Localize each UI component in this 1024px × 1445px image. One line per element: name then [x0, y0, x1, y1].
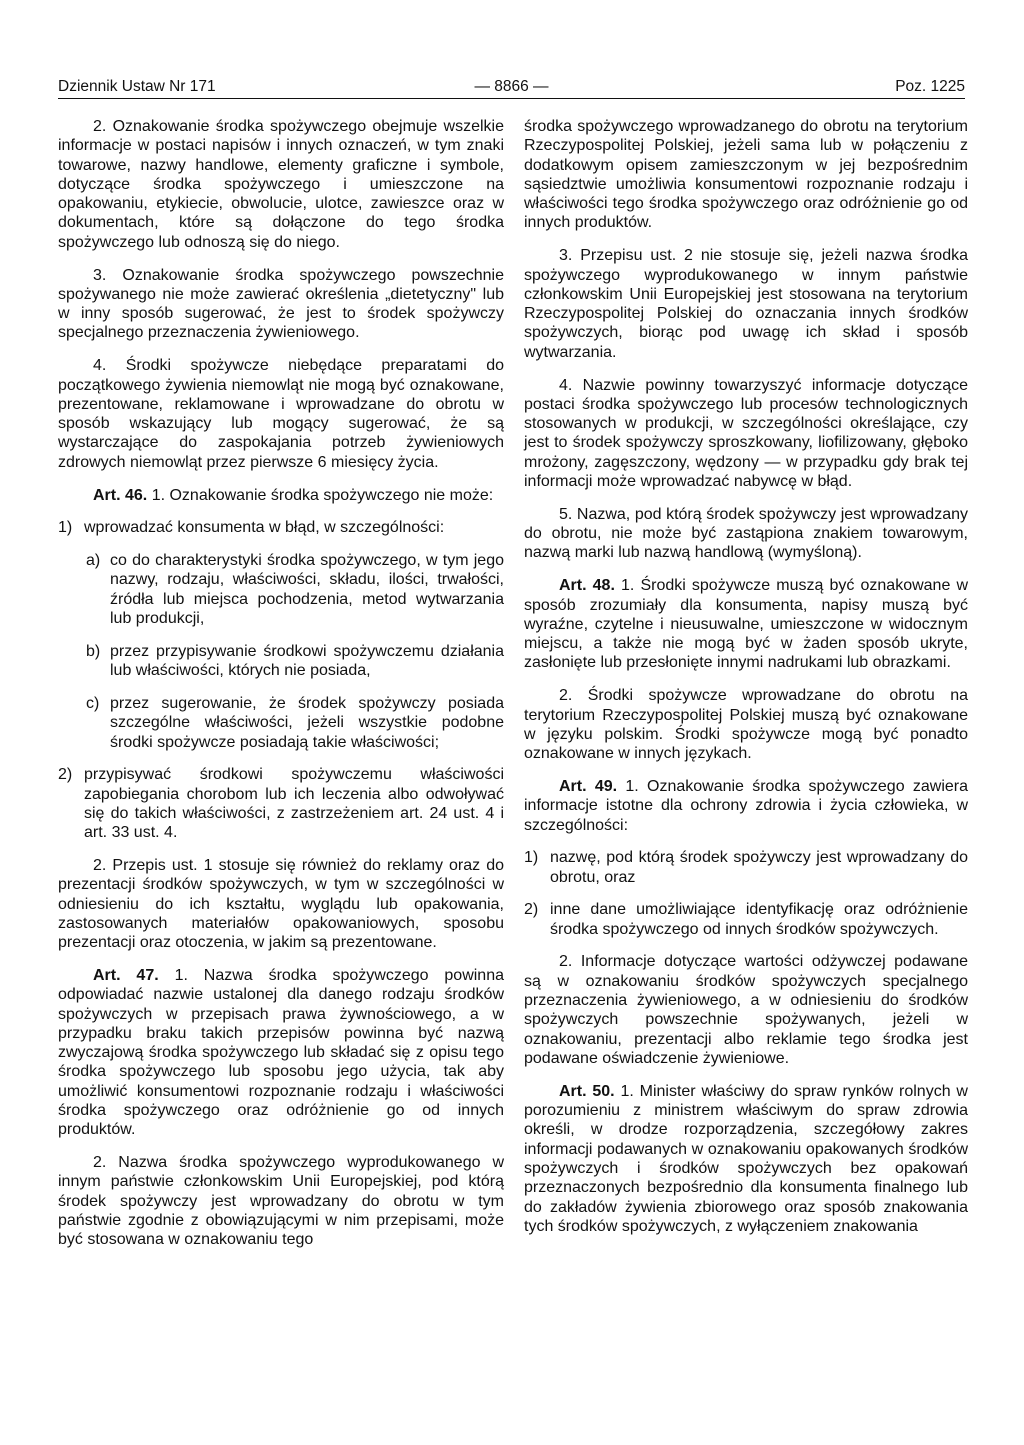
article-label-50: Art. 50. — [559, 1082, 615, 1100]
paragraph-art47-2: 2. Nazwa środka spożywczego wyprodukowanego w innym państwie członkowskim Unii Europejskiej, pod którą środek spożywczy jest wprowadzany do obrotu w tym państwie zgodnie z obowiązującymi w nim przepisami, może być stosowana w oznakowaniu tego — [58, 1154, 504, 1249]
list-item-number: 2) — [58, 766, 73, 784]
paragraph-art46-1 — [58, 486, 504, 505]
paragraph-art46-2: 2. Przepis ust. 1 stosuje się również do reklamy oraz do prezentacji środków spożywczych, w tym w szczególności w odniesieniu do ich kształtu, wyglądu lub opakowania, zastosowanych materiałów opakowaniowych, sposobu prezentacji oraz otoczenia, w jakim są prezentowane. — [58, 857, 504, 952]
sub-list-item-letter: b) — [86, 642, 101, 660]
paragraph-art47-3: 3. Przepisu ust. 2 nie stosuje się, jeżeli nazwa środka spożywczego wyprodukowanego w innym państwie członkowskim Unii Europejskiej jest stosowana na terytorium Rzeczypospolitej Polskiej do oznaczania innych środków spożywczych, biorąc pod uwagę ich skład i sposób wytwarzania. — [524, 247, 968, 361]
list-item — [58, 765, 504, 842]
list-item-text: wprowadzać konsumenta w błąd, w szczególności: — [84, 519, 445, 537]
paragraph-art45-4: 4. Środki spożywcze niebędące preparatami do początkowego żywienia niemowląt nie mogą być oznakowane, prezentowane, reklamowane i wprowadzane do obrotu w sposób wskazujący lub mogący sugerować, że są wystarczające do zaspokajania potrzeb żywieniowych zdrowych niemowląt przez pierwsze 6 miesięcy życia. — [58, 357, 504, 471]
list-item-text: przypisywać środkowi spożywczemu właściwości zapobiegania chorobom lub ich leczenia albo odwoływać się do takich właściwości, z zastrzeżeniem art. 24 ust. 4 i art. 33 ust. 4. — [84, 766, 504, 842]
paragraph-art47-4: 4. Nazwie powinny towarzyszyć informacje dotyczące postaci środka spożywczego lub procesów technologicznych stosowanych w produkcji, w szczególności określające, czy jest to środek spożywczy sproszkowany, liofilizowany, głęboko mrożony, zagęszczony, wędzony — w przypadku gdy brak tej informacji może wprowadzać nabywcę w błąd. — [524, 376, 968, 491]
article-text-48: 1. Środki spożywcze muszą być oznakowane w sposób zrozumiały dla konsumenta, napisy muszą być wyraźne, czytelne i nieusuwalne, umieszczone w widocznym miejscu, a także nie mogą być w żaden sposób ukryte, zasłonięte lub przesłonięte innymi nadrukami lub obrazkami. — [524, 577, 968, 672]
article-text-47: 1. Nazwa środka spożywczego powinna odpowiadać nazwie ustalonej dla danego rodzaju środków spożywczych w przepisach prawa żywnościowego, a w przypadku braku takich przepisów powinna być nazwą zwyczajową środka spożywczego lub składać się z opisu tego środka spożywczego lub sposobu jego użycia, tak aby umożliwić konsumentowi rozpoznanie rodzaju i właściwości środka spożywczego oraz odróżnienie go od innych produktów. — [58, 966, 504, 1139]
page-number: — 8866 — — [474, 78, 549, 95]
article-label-46: Art. 46. — [93, 486, 148, 504]
list-item-number: 1) — [524, 849, 539, 867]
page-header — [58, 76, 965, 99]
article-text-50: 1. Minister właściwy do spraw rynków rolnych w porozumieniu z ministrem właściwym do spraw zdrowia określi, w drodze rozporządzenia, szczegółowy zakres informacji podawanych w oznakowaniu opakowanych środków spożywczych i środków spożywczych bez opakowań przeznaczonych bezpośrednio dla konsumenta finalnego lub do zakładów żywienia zbiorowego oraz sposób znakowania tych środków spożywczych, z wyłączeniem znakowania — [524, 1082, 968, 1235]
article-label-49: Art. 49. — [559, 777, 618, 795]
sub-list-item-letter: c) — [86, 694, 100, 712]
list-item-number: 2) — [524, 901, 539, 919]
list-item — [58, 518, 504, 537]
paragraph-art50-1 — [524, 1082, 968, 1236]
list-item-text: nazwę, pod którą środek spożywczy jest wprowadzany do obrotu, oraz — [550, 849, 968, 886]
list-item-number: 1) — [58, 519, 73, 537]
paragraph-art48-2: 2. Środki spożywcze wprowadzane do obrotu na terytorium Rzeczypospolitej Polskiej muszą być oznakowane w języku polskim. Środki spożywcze mogą być ponadto oznakowane w innych językach. — [524, 687, 968, 763]
paragraph-art49-2: 2. Informacje dotyczące wartości odżywczej podawane są w oznakowaniu środków spożywczych specjalnego przeznaczenia żywieniowego, a w odniesieniu do środków spożywczych powszechnie spożywanych, jeżeli w oznakowaniu, prezentacji albo reklamie tego środka jest podawane oświadczenie żywieniowe. — [524, 953, 968, 1067]
sub-list-item-letter: a) — [86, 552, 101, 570]
sub-list-item-text: przez sugerowanie, że środek spożywczy posiada szczególne właściwości, jeżeli wszystkie podobne środki spożywcze posiadają takie właściwości; — [110, 694, 504, 751]
sub-list-item — [86, 694, 504, 752]
paragraph-continuation: środka spożywczego wprowadzanego do obrotu na terytorium Rzeczypospolitej Polskiej, jeżeli sama lub w połączeniu z dodatkowym opisem zamieszczonym w jej bezpośrednim sąsiedztwie umożliwia konsumentowi rozpoznanie rodzaju i właściwości tego środka spożywczego oraz odróżnienie go od innych produktów. — [524, 118, 968, 232]
journal-title: Dziennik Ustaw Nr 171 — [58, 78, 216, 95]
position-number: Poz. 1225 — [895, 78, 965, 95]
paragraph-art45-2: 2. Oznakowanie środka spożywczego obejmuje wszelkie informacje w postaci napisów i innych oznaczeń, w tym znaki towarowe, nazwy handlowe, elementy graficzne i symbole, dotyczące środka spożywczego i umieszczone na opakowaniu, etykiecie, obwolucie, ulotce, zawieszce oraz w dokumentach, które są dołączone do tego środka spożywczego lub odnoszą się do niego. — [58, 118, 504, 251]
paragraph-art45-3: 3. Oznakowanie środka spożywczego powszechnie spożywanego nie może zawierać określenia „dietetyczny" lub w inny sposób sugerować, że jest to środek spożywczy specjalnego przeznaczenia żywieniowego. — [58, 266, 504, 342]
paragraph-art48-1 — [524, 576, 968, 672]
article-label-47: Art. 47. — [93, 966, 159, 984]
sub-list-item — [86, 551, 504, 628]
sub-list-item-text: co do charakterystyki środka spożywczego, w tym jego nazwy, rodzaju, właściwości, składu, ilości, trwałości, źródła lub miejsca pochodzenia, metod wytwarzania lub produkcji, — [110, 552, 504, 628]
sub-list-item-text: przez przypisywanie środkowi spożywczemu działania lub właściwości, których nie posiada, — [110, 642, 504, 680]
article-text-46: 1. Oznakowanie środka spożywczego nie może: — [147, 486, 494, 504]
right-column — [524, 117, 968, 1250]
list-item-text: inne dane umożliwiające identyfikację oraz odróżnienie środka spożywczego od innych środków spożywczych. — [550, 901, 968, 938]
list-item — [524, 900, 968, 939]
article-text-49: 1. Oznakowanie środka spożywczego zawiera informacje istotne dla ochrony zdrowia i życia człowieka, w szczególności: — [524, 777, 969, 834]
list-item — [524, 848, 968, 887]
sub-list-item — [86, 642, 504, 681]
paragraph-art47-1 — [58, 966, 504, 1140]
left-column — [58, 117, 504, 1263]
paragraph-art47-5: 5. Nazwa, pod którą środek spożywczy jest wprowadzany do obrotu, nie może być zastąpiona znakiem towarowym, nazwą marki lub nazwą handlową (wymyśloną). — [524, 505, 968, 562]
paragraph-art49-1 — [524, 777, 968, 835]
article-label-48: Art. 48. — [559, 577, 615, 595]
